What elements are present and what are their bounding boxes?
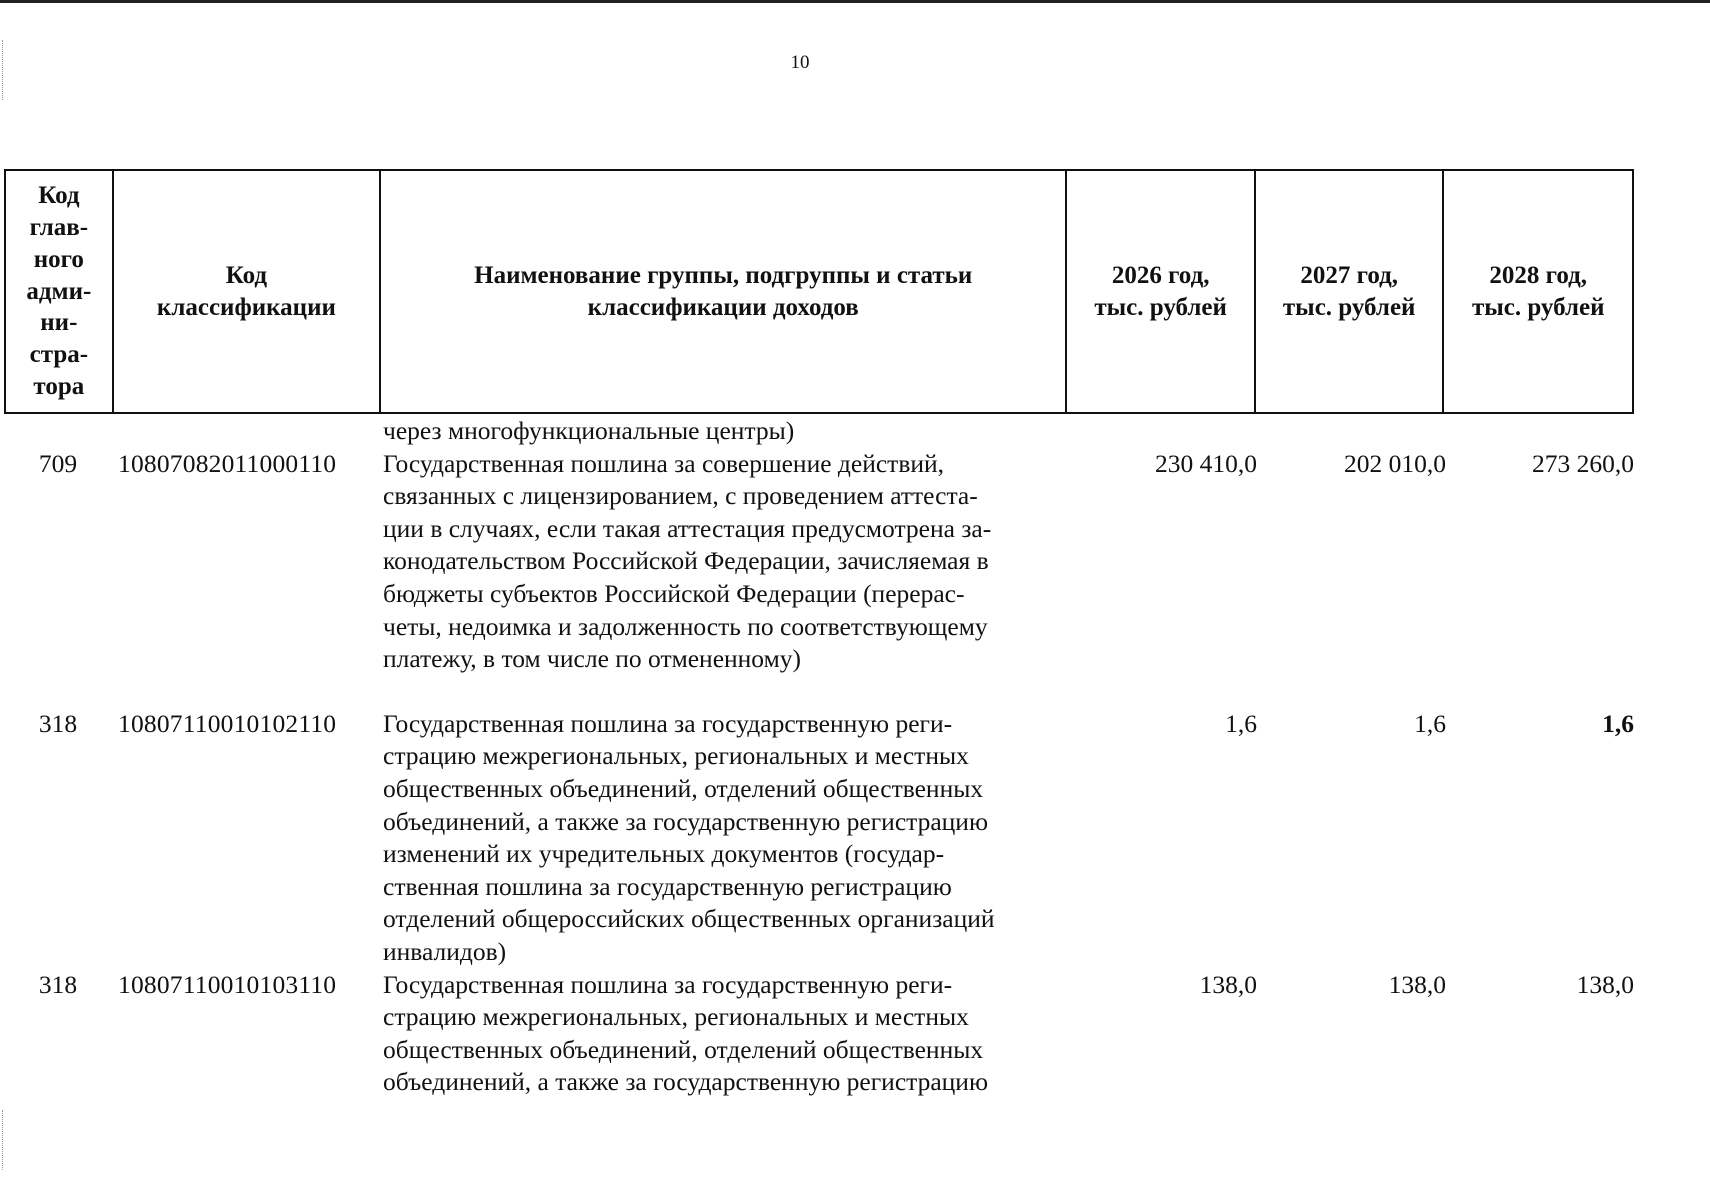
value-2026: 230 410,0 — [1155, 448, 1257, 478]
classification-code: 10807110010102110 — [118, 708, 337, 738]
scan-margin-mark — [2, 1110, 4, 1170]
continuation-text: через многофункциональные центры) — [383, 416, 795, 445]
table-row — [4, 448, 1634, 676]
page-number: 10 — [790, 52, 810, 73]
classification-code: 10807110010103110 — [118, 969, 337, 999]
income-name: Государственная пошлина за совершение действий, связанных с лицензированием, с проведением аттеста- ции в случаях, если такая аттестация предусмотрена за- конодательством Российской Федерации, зачисляемая в бюджеты субъектов Российской Федерации (перерас- четы, недоимка и задолженность по соответствующему платежу, в том числе по отмененному) — [383, 448, 992, 674]
value-2026: 1,6 — [1225, 708, 1257, 738]
header-2028: 2028 год, тыс. рублей — [1471, 261, 1605, 321]
table-header — [4, 169, 1634, 414]
header-2026: 2026 год, тыс. рублей — [1067, 171, 1256, 412]
value-2028: 138,0 — [1576, 969, 1634, 999]
value-2026: 138,0 — [1199, 969, 1257, 999]
value-2028: 273 260,0 — [1532, 448, 1634, 478]
admin-code: 318 — [38, 969, 78, 999]
top-border-rule — [0, 0, 1710, 3]
header-income-name: Наименование группы, подгруппы и статьи классификации доходов — [381, 171, 1067, 412]
value-2027: 1,6 — [1414, 708, 1446, 738]
classification-code: 10807082011000110 — [118, 448, 337, 478]
value-2028: 1,6 — [1602, 708, 1634, 738]
header-class-code: Код классификации — [114, 171, 381, 412]
admin-code: 709 — [38, 448, 78, 478]
header-admin-code: Код глав- ного адми- ни- стра- тора — [6, 171, 114, 412]
continuation-row — [4, 415, 1634, 448]
income-name: Государственная пошлина за государственную реги- страцию межрегиональных, региональных и местных общественных объединений, отделений общественных объединений, а также за государственную регистрацию изменений их учредительных документов (государ- ственная пошлина за государственную регистрацию отделений общероссийских общественных организаций инвалидов) — [383, 708, 995, 966]
value-2027: 202 010,0 — [1344, 448, 1446, 478]
table-row — [4, 969, 1634, 1099]
table-row — [4, 708, 1634, 969]
table-body — [4, 415, 1634, 1099]
header-2027: 2027 год, тыс. рублей — [1256, 171, 1445, 412]
admin-code: 318 — [38, 708, 78, 738]
value-2027: 138,0 — [1388, 969, 1446, 999]
income-name: Государственная пошлина за государственную реги- страцию межрегиональных, региональных и местных общественных объединений, отделений общественных объединений, а также за государственную регистрацию — [383, 969, 989, 1097]
